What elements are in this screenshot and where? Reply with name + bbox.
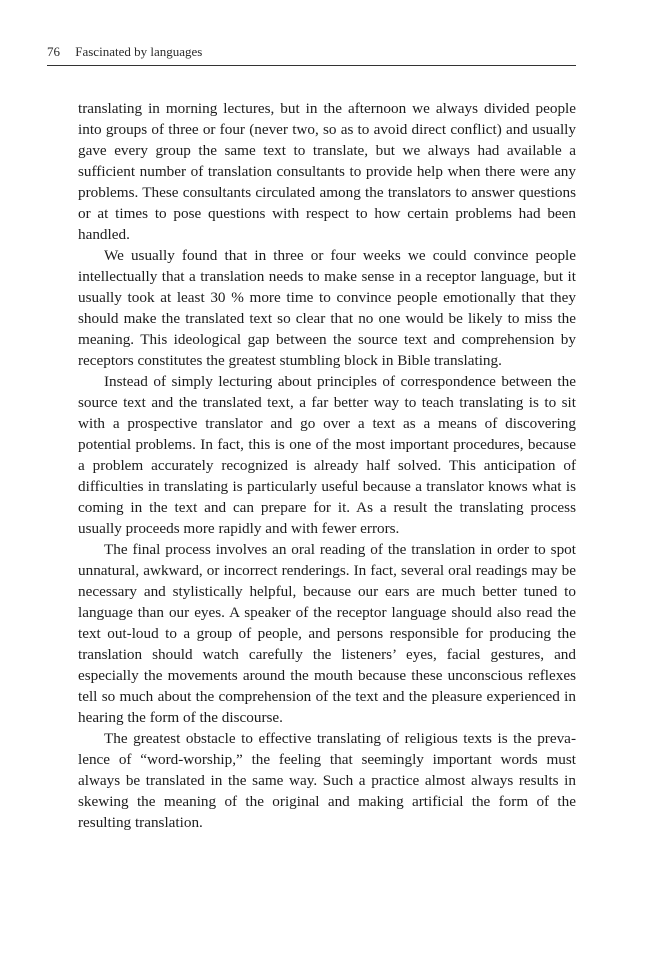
body-text	[78, 98, 576, 833]
running-header	[47, 43, 576, 66]
page-number: 76	[47, 44, 60, 59]
paragraph: The greatest obstacle to effective translating of religious texts is the prevalence of “word-worship,” the feeling that seemingly important words must always be translated in the same way. Such a practice almost always results in skewing the meaning of the original and making artificial the form of the resulting translation.	[78, 730, 576, 831]
paragraph: The final process involves an oral reading of the translation in order to spot unnatural, awkward, or incorrect renderings. In fact, several oral readings may be necessary and stylistically helpful, because our ears are much better tuned to language than our eyes. A speaker of the receptor language should also read the text out-loud to a group of people, and persons responsible for producing the translation should watch carefully the listeners’ eyes, facial gestures, and especially the movements around the mouth because these unconscious reflexes tell so much about the comprehension of the text and the pleasure experienced in hearing the form of the discourse.	[78, 541, 576, 726]
paragraph-continued: translating in morning lectures, but in the afternoon we always divided people into groups of three or four (never two, so as to avoid direct conflict) and usually gave every group the same text to translate, but we always had available a sufficient number of translation consultants to provide help when there were any problems. These consultants circulated among the translators to answer questions or at times to pose questions with respect to how certain problems had been handled.	[78, 100, 576, 243]
paragraph: We usually found that in three or four weeks we could convince people intellectually that a translation needs to make sense in a receptor language, but it usually took at least 30 % more time to convince people emotionally that they should make the translated text so clear that no one would be likely to miss the meaning. This ideological gap between the source text and comprehension by receptors constitutes the greatest stumbling block in Bible translating.	[78, 247, 576, 369]
running-title: Fascinated by languages	[75, 44, 203, 59]
paragraph: Instead of simply lecturing about principles of correspondence between the source text and the translated text, a far better way to teach translating is to sit with a prospective translator and go over a text as a means of discovering potential problems. In fact, this is one of the most important procedures, because a problem accurately recognized is already half solved. This anticipation of difficulties in translating is particularly useful because a translator knows what is coming in the text and can prepare for it. As a result the translating process usually proceeds more rapidly and with fewer errors.	[78, 373, 576, 537]
